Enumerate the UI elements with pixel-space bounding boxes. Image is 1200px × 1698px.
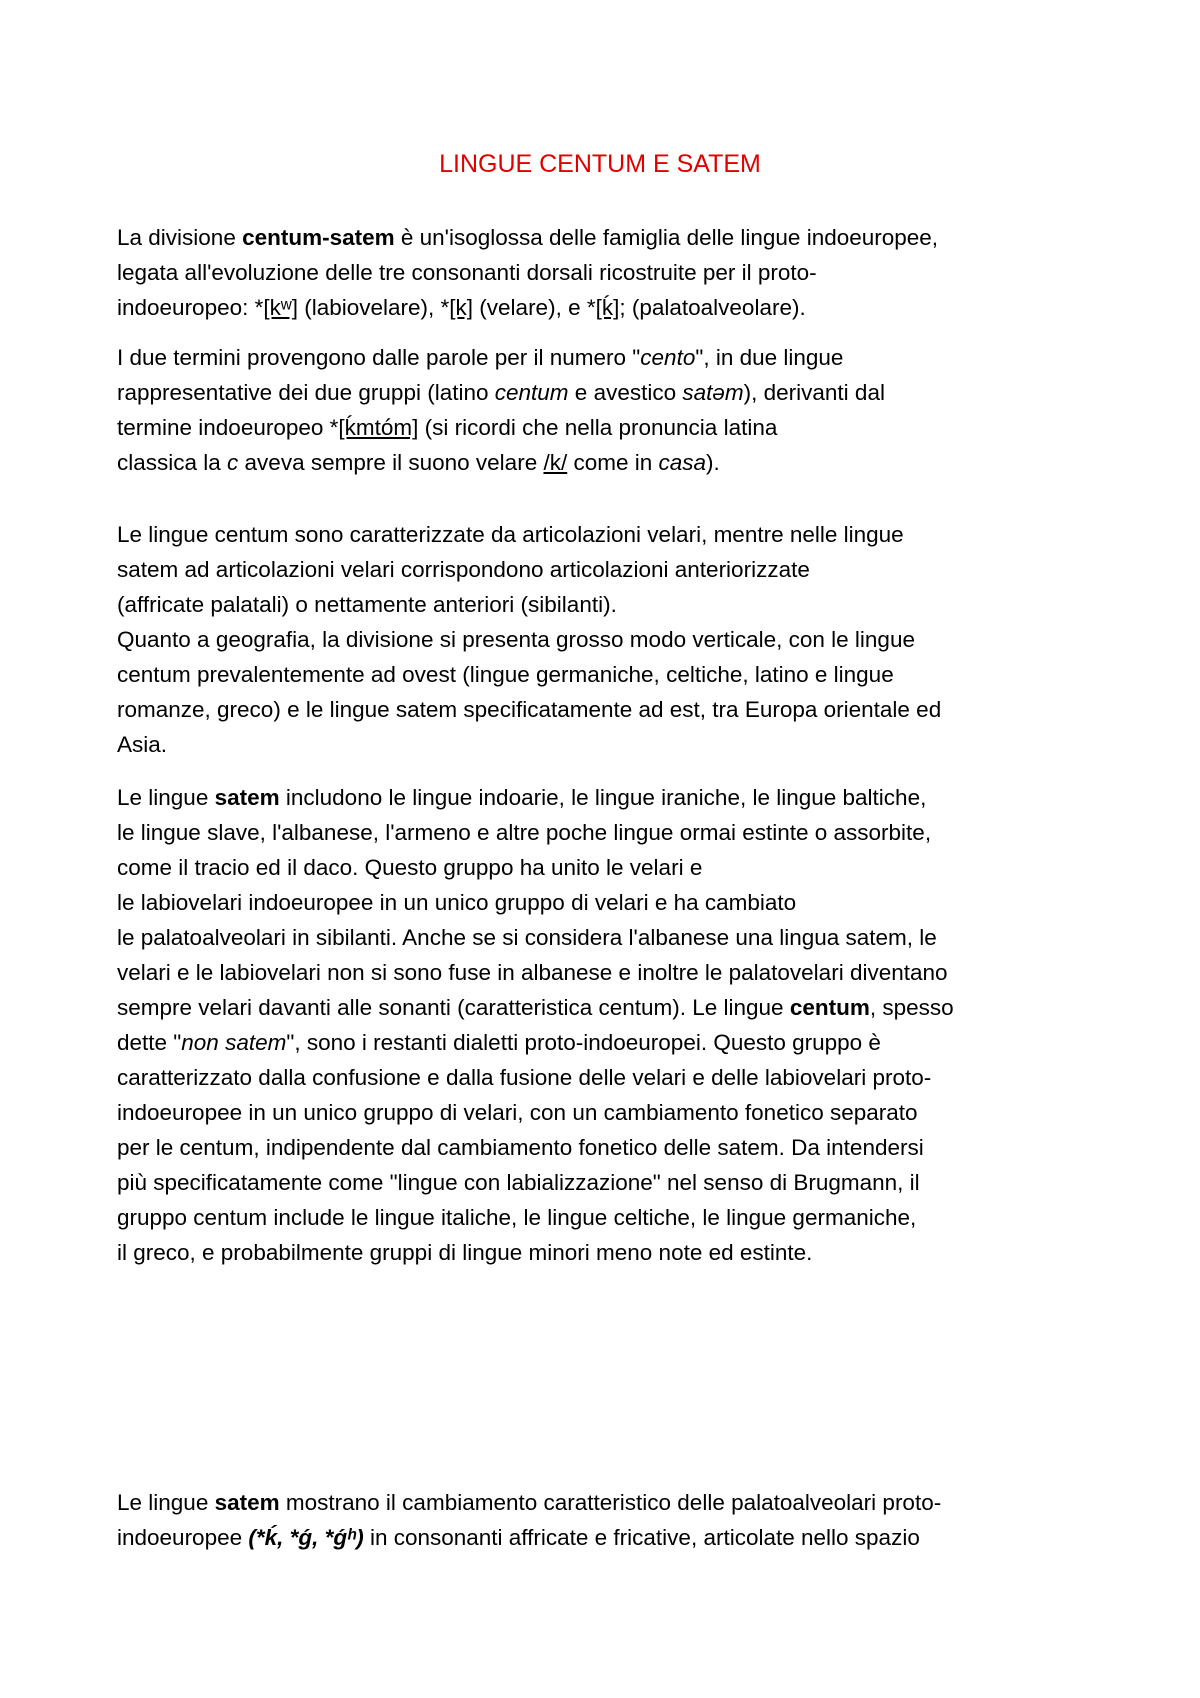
text-line: romanze, greco) e le lingue satem specificatamente ad est, tra Europa orientale ed <box>117 697 942 722</box>
text-line: Quanto a geografia, la divisione si presenta grosso modo verticale, con le lingue <box>117 627 915 652</box>
text-line <box>117 1520 1117 1555</box>
text-line: le labiovelari indoeuropee in un unico gruppo di velari e ha cambiato <box>117 890 797 915</box>
text-run: indoeuropee <box>117 1525 249 1550</box>
text-run: ), derivanti dal <box>743 380 885 405</box>
paragraph-satem-centum <box>117 780 1117 1270</box>
text-line: gruppo centum include le lingue italiche, le lingue celtiche, le lingue germaniche, <box>117 1205 917 1230</box>
text-run: (si ricordi che nella pronuncia latina <box>418 415 778 440</box>
italic-term: c <box>227 450 239 475</box>
text-run: in consonanti affricate e fricative, articolate nello spazio <box>363 1525 920 1550</box>
link-k-phoneme[interactable]: /k/ <box>543 450 568 475</box>
text-run: dette " <box>117 1030 182 1055</box>
text-line <box>117 220 1117 255</box>
text-run: (velare), e * <box>473 295 596 320</box>
text-line <box>117 1025 1117 1060</box>
text-line <box>117 290 1117 325</box>
text-run: sempre velari davanti alle sonanti (caratteristica centum). Le lingue <box>117 995 790 1020</box>
text-line <box>117 1485 1117 1520</box>
text-line: più specificatamente come "lingue con labializzazione" nel senso di Brugmann, il <box>117 1170 920 1195</box>
text-run: classica la <box>117 450 228 475</box>
text-line: centum prevalentemente ad ovest (lingue germaniche, celtiche, latino e lingue <box>117 662 894 687</box>
text-run: , spesso <box>869 995 954 1020</box>
text-run: indoeuropeo: * <box>117 295 264 320</box>
text-run: termine indoeuropeo * <box>117 415 339 440</box>
text-run: ", in due lingue <box>695 345 844 370</box>
text-run: Le lingue <box>117 1490 215 1515</box>
text-line: le lingue slave, l'albanese, l'armeno e altre poche lingue ormai estinte o assorbite, <box>117 820 932 845</box>
italic-term: satəm <box>682 380 744 405</box>
text-run: Le lingue <box>117 785 215 810</box>
text-line: le palatoalveolari in sibilanti. Anche se si considera l'albanese una lingua satem, le <box>117 925 937 950</box>
text-line: legata all'evoluzione delle tre consonanti dorsali ricostruite per il proto- <box>117 260 817 285</box>
text-run: rappresentative dei due gruppi (latino <box>117 380 495 405</box>
text-run: aveva sempre il suono velare <box>238 450 544 475</box>
text-line <box>117 410 1117 445</box>
text-line: il greco, e probabilmente gruppi di lingue minori meno note ed estinte. <box>117 1240 813 1265</box>
italic-term: non satem <box>181 1030 287 1055</box>
text-line: Le lingue centum sono caratterizzate da articolazioni velari, mentre nelle lingue <box>117 522 904 547</box>
italic-term: centum <box>494 380 569 405</box>
text-run: ). <box>706 450 720 475</box>
paragraph-intro <box>117 220 1117 325</box>
text-line: (affricate palatali) o nettamente anteriori (sibilanti). <box>117 592 617 617</box>
text-run: ; (palatoalveolare). <box>619 295 806 320</box>
text-line <box>117 340 1117 375</box>
italic-term: cento <box>640 345 696 370</box>
text-line: per le centum, indipendente dal cambiamento fonetico delle satem. Da intendersi <box>117 1135 924 1160</box>
text-run: La divisione <box>117 225 243 250</box>
text-run: includono le lingue indoarie, le lingue iraniche, le lingue baltiche, <box>279 785 927 810</box>
text-line: indoeuropee in un unico gruppo di velari, con un cambiamento fonetico separato <box>117 1100 918 1125</box>
bold-term: centum-satem <box>242 225 395 250</box>
link-labiovelar[interactable]: [kʷ] <box>263 295 298 320</box>
bold-term: centum <box>789 995 870 1020</box>
link-kmtom[interactable]: [ḱmtóm] <box>338 415 419 440</box>
paragraph-articulation <box>117 517 1117 762</box>
paragraph-satem-change <box>117 1485 1117 1555</box>
text-run: (labiovelare), * <box>297 295 450 320</box>
text-run: è un'isoglossa delle famiglia delle lingue indoeuropee, <box>394 225 939 250</box>
text-run: mostrano il cambiamento caratteristico delle palatoalveolari proto- <box>279 1490 942 1515</box>
link-palatoalveolar[interactable]: [ḱ] <box>595 295 620 320</box>
text-line: Asia. <box>117 732 168 757</box>
text-line <box>117 445 1117 480</box>
document-title: LINGUE CENTUM E SATEM <box>439 150 761 178</box>
bold-term: satem <box>214 785 280 810</box>
text-run: come in <box>567 450 659 475</box>
text-run: I due termini provengono dalle parole per il numero " <box>117 345 641 370</box>
bold-italic-term: (*ḱ, *ǵ, *ǵʰ) <box>248 1525 364 1550</box>
text-line: caratterizzato dalla confusione e dalla fusione delle velari e delle labiovelari proto- <box>117 1065 932 1090</box>
link-velar[interactable]: [k] <box>449 295 474 320</box>
text-line <box>117 780 1117 815</box>
text-line <box>117 990 1117 1025</box>
bold-term: satem <box>214 1490 280 1515</box>
text-run: e avestico <box>568 380 683 405</box>
text-run: ", sono i restanti dialetti proto-indoeuropei. Questo gruppo è <box>286 1030 881 1055</box>
text-line: satem ad articolazioni velari corrispondono articolazioni anteriorizzate <box>117 557 810 582</box>
text-line <box>117 375 1117 410</box>
italic-term: casa <box>658 450 707 475</box>
paragraph-terms <box>117 340 1117 480</box>
text-line: velari e le labiovelari non si sono fuse in albanese e inoltre le palatovelari diventano <box>117 960 948 985</box>
text-line: come il tracio ed il daco. Questo gruppo ha unito le velari e <box>117 855 703 880</box>
